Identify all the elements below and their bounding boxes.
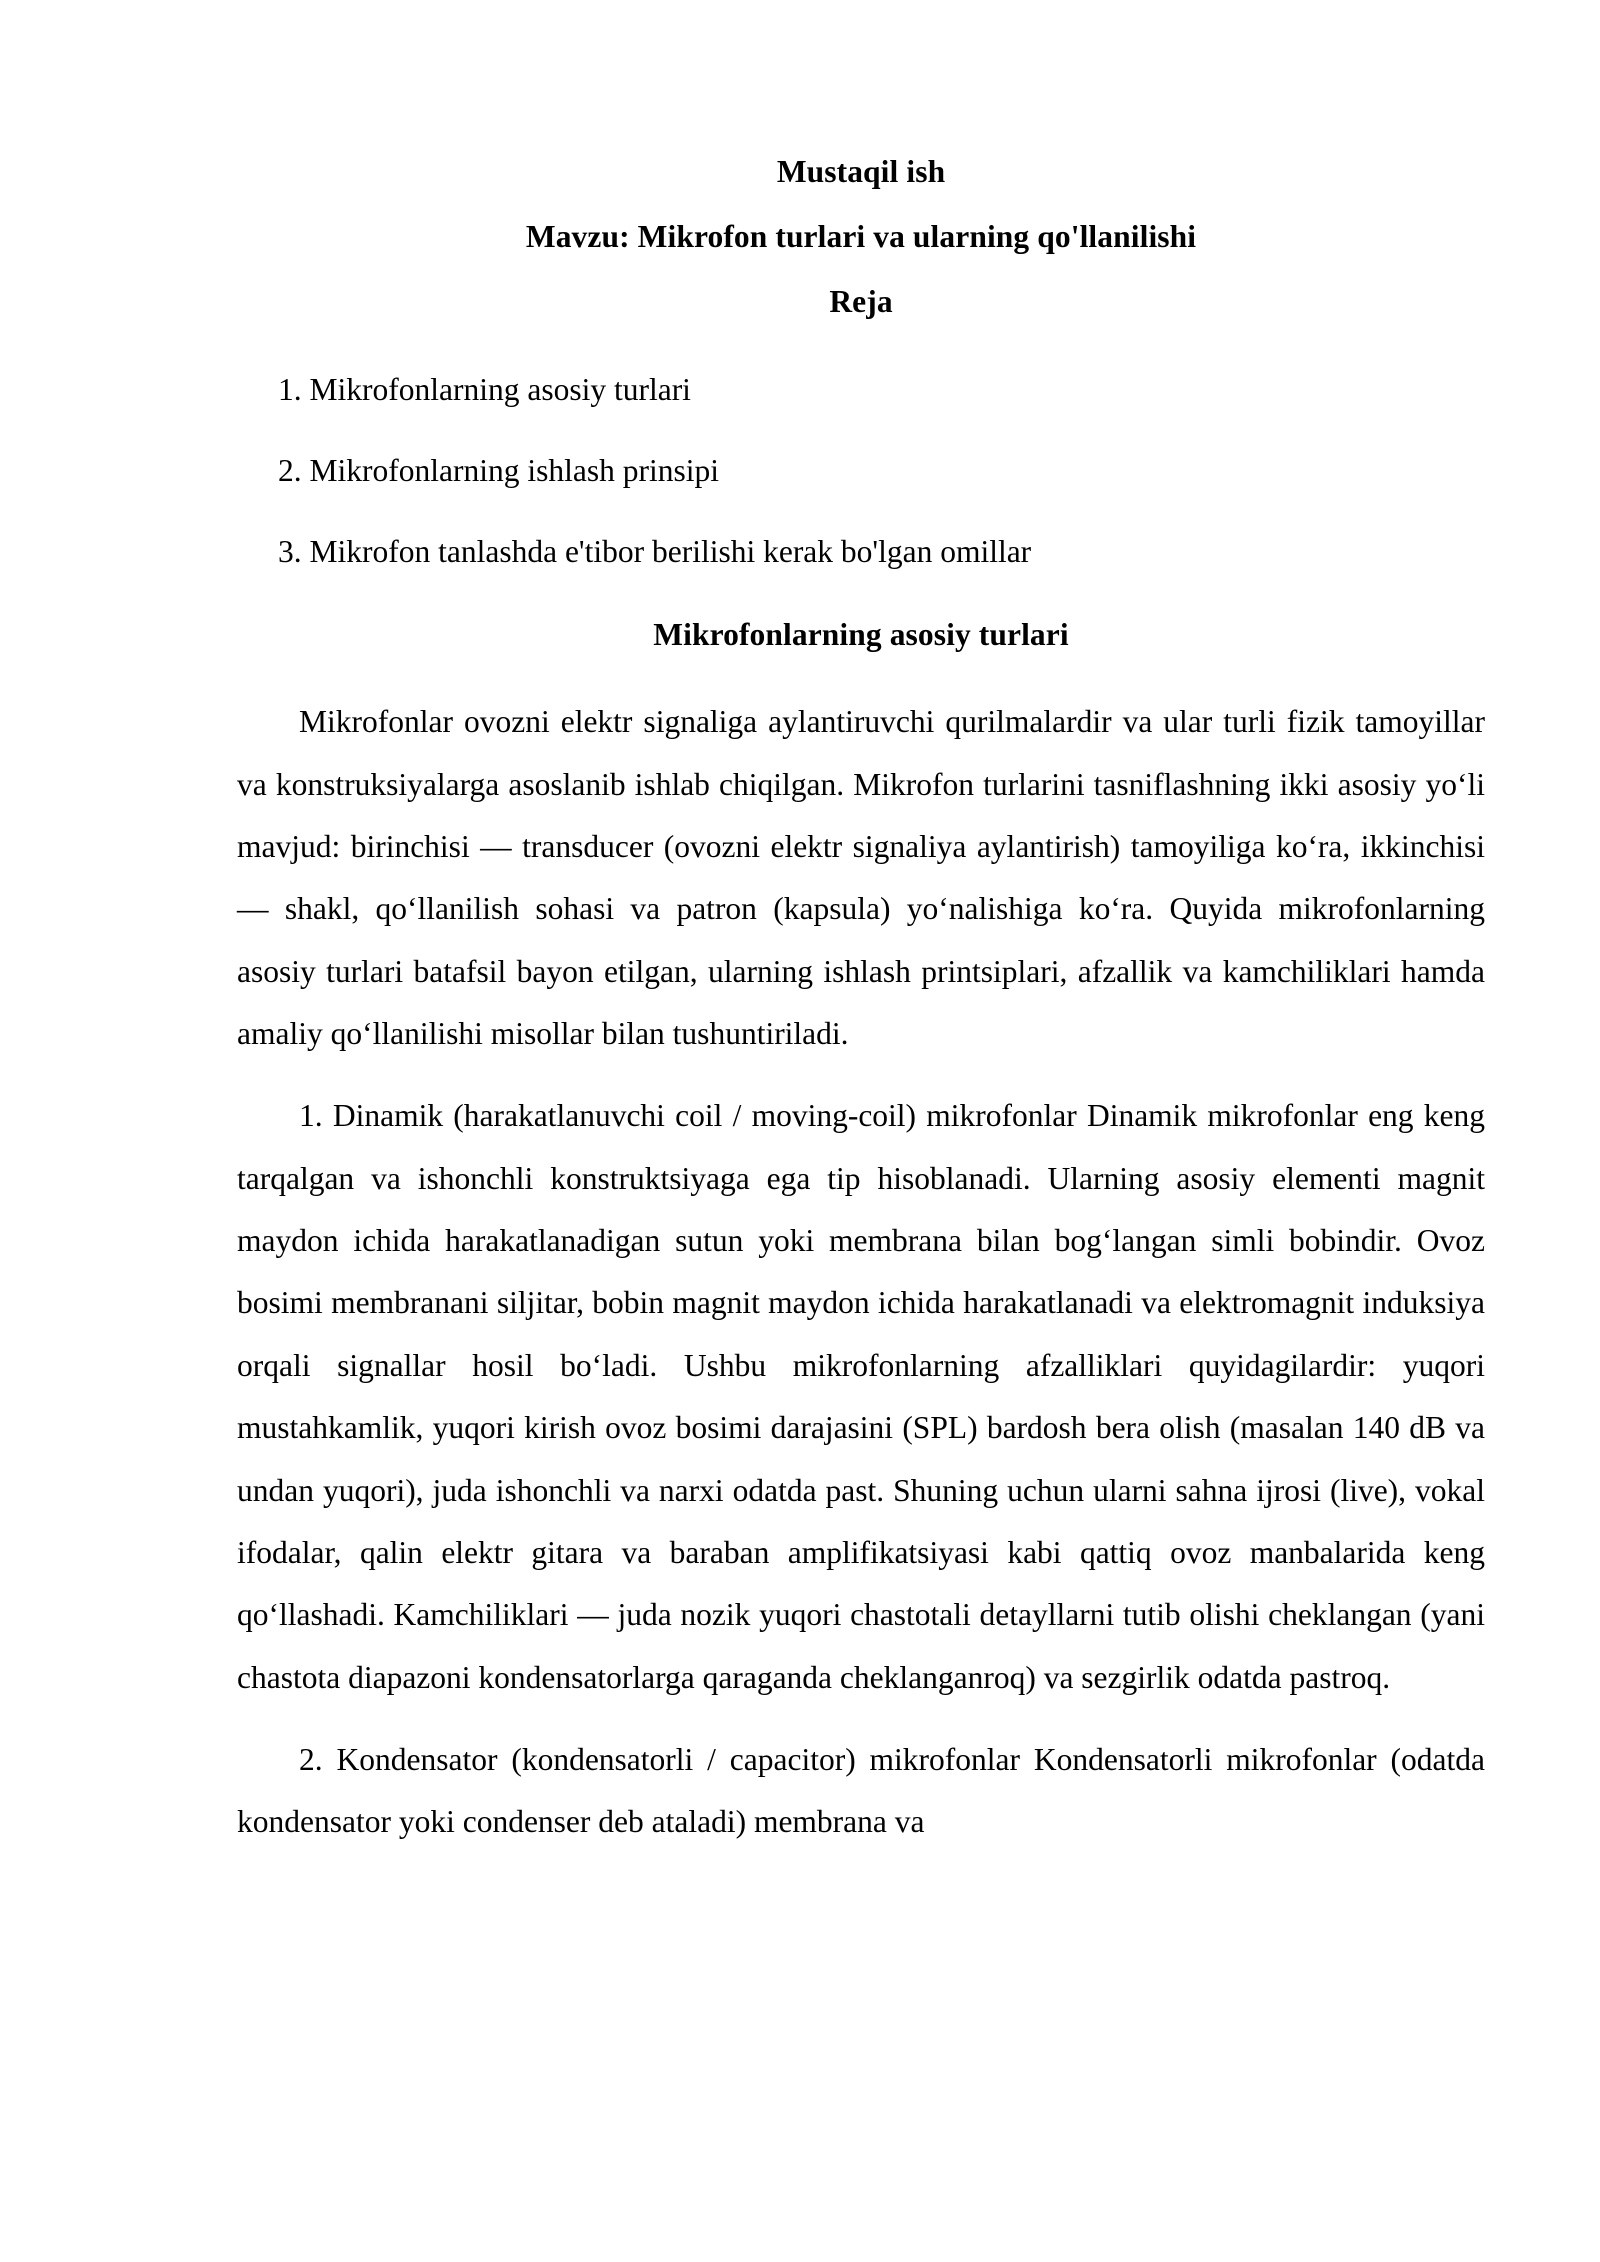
plan-list bbox=[237, 366, 1485, 576]
body-paragraph: 1. Dinamik (harakatlanuvchi coil / moving-coil) mikrofonlar Dinamik mikrofonlar eng keng tarqalgan va ishonchli konstruktsiyaga ega tip hisoblanadi. Ularning asosiy elementi magnit maydon ichida harakatlanadigan sutun yoki membrana bilan bogʻlangan simli bobindir. Ovoz bosimi membranani siljitar, bobin magnit maydon ichida harakatlanadi va elektromagnit induksiya orqali signallar hosil boʻladi. Ushbu mikrofonlarning afzalliklari quyidagilardir: yuqori mustahkamlik, yuqori kirish ovoz bosimi darajasini (SPL) bardosh bera olish (masalan 140 dB va undan yuqori), juda ishonchli va narxi odatda past. Shuning uchun ularni sahna ijrosi (live), vokal ifodalar, qalin elektr gitara va baraban amplifikatsiyasi kabi qattiq ovoz manbalarida keng qoʻllashadi. Kamchiliklari — juda nozik yuqori chastotali detayllarni tutib olishi cheklangan (yani chastota diapazoni kondensatorlarga qaraganda cheklanganroq) va sezgirlik odatda pastroq. bbox=[237, 1098, 1485, 1695]
body-paragraph: 2. Kondensator (kondensatorli / capacitor) mikrofonlar Kondensatorli mikrofonlar (odatda kondensator yoki condenser deb ataladi) membrana va bbox=[237, 1742, 1485, 1840]
plan-list-item: 2. Mikrofonlarning ishlash prinsipi bbox=[278, 452, 719, 488]
document-content bbox=[237, 0, 1485, 1854]
document-title: Mustaqil ish bbox=[776, 154, 946, 189]
plan-list-item: 1. Mikrofonlarning asosiy turlari bbox=[278, 371, 691, 407]
plan-heading: Reja bbox=[829, 283, 893, 319]
section-heading: Mikrofonlarning asosiy turlari bbox=[653, 617, 1069, 653]
body-paragraph: Mikrofonlar ovozni elektr signaliga aylantiruvchi qurilmalardir va ular turli fizik tamoyillar va konstruksiyalarga asoslanib ishlab chiqilgan. Mikrofon turlarini tasniflashning ikki asosiy yoʻli mavjud: birinchisi — transducer (ovozni elektr signaliya aylantirish) tamoyiliga koʻra, ikkinchisi — shakl, qoʻllanilish sohasi va patron (kapsula) yoʻnalishiga koʻra. Quyida mikrofonlarning asosiy turlari batafsil bayon etilgan, ularning ishlash printsiplari, afzallik va kamchiliklari hamda amaliy qoʻllanilishi misollar bilan tushuntiriladi. bbox=[237, 704, 1485, 1052]
document-subject-line: Mavzu: Mikrofon turlari va ularning qo'llanilishi bbox=[525, 218, 1197, 254]
plan-list-item: 3. Mikrofon tanlashda e'tibor berilishi kerak bo'lgan omillar bbox=[278, 534, 1032, 570]
